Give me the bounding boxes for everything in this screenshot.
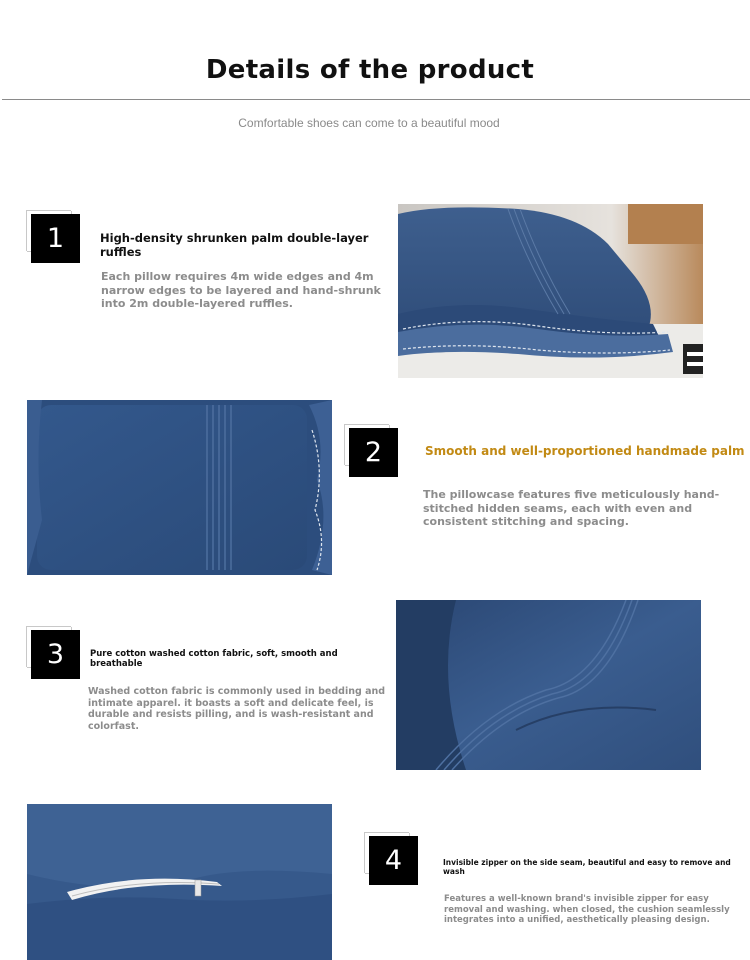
- washed-cotton-fabric-photo: [396, 600, 701, 770]
- section-1-heading: High-density shrunken palm double-layer ruffles: [100, 231, 369, 259]
- invisible-zipper-photo: [27, 804, 332, 960]
- section-4-number: 4: [369, 836, 418, 885]
- section-2-number: 2: [349, 428, 398, 477]
- section-3-heading: Pure cotton washed cotton fabric, soft, smooth and breathable: [90, 649, 338, 669]
- section-4-number-badge: [364, 832, 416, 886]
- section-3-description: Washed cotton fabric is commonly used in bedding and intimate apparel. it boasts a soft and delicate feel, is durable and resists pilling, and is wash-resistant and colorfast.: [88, 686, 386, 732]
- title-divider: [2, 99, 750, 100]
- section-4-description: Features a well-known brand's invisible zipper for easy removal and washing. when closed, the cushion seamlessly integrates into a unified, aesthetically pleasing design.: [444, 894, 730, 925]
- section-1-description: Each pillow requires 4m wide edges and 4m narrow edges to be layered and hand-shrunk into 2m double-layered ruffles.: [101, 270, 381, 310]
- section-2-number-badge: [344, 424, 396, 478]
- page-subtitle: Comfortable shoes can come to a beautiful mood: [238, 116, 500, 130]
- section-3-number-badge: [26, 626, 78, 680]
- section-2-description: The pillowcase features five meticulously hand-stitched hidden seams, each with even and consistent stitching and spacing.: [423, 488, 720, 528]
- section-2-heading: Smooth and well-proportioned handmade palm: [425, 444, 745, 458]
- section-4-heading: Invisible zipper on the side seam, beautiful and easy to remove and wash: [443, 858, 731, 876]
- page-title: Details of the product: [205, 55, 535, 85]
- pillow-seams-photo: [27, 400, 332, 575]
- section-3-number: 3: [31, 630, 80, 679]
- pillow-ruffles-photo: [398, 204, 703, 378]
- section-1-number-badge: [26, 210, 78, 264]
- section-1-number: 1: [31, 214, 80, 263]
